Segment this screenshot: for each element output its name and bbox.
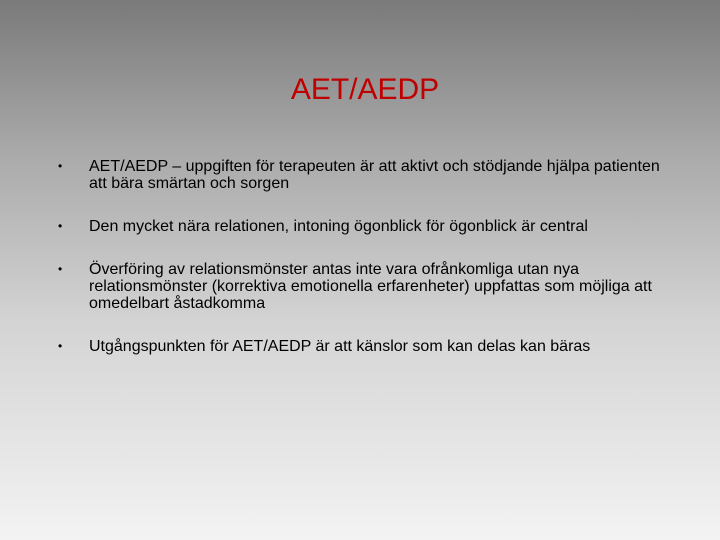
bullet-text: Överföring av relationsmönster antas inte vara ofrånkomliga utan nya relationsmönster (korrektiva emotionella erfarenheter) uppfattas som möjliga att omedelbart åstadkomma: [89, 261, 652, 312]
bullet-text: AET/AEDP – uppgiften för terapeuten är att aktivt och stödjande hjälpa patienten att bära smärtan och sorgen: [89, 158, 660, 192]
slide-title: AET/AEDP: [290, 73, 440, 106]
bullet-text: Den mycket nära relationen, intoning ögonblick för ögonblick är central: [89, 218, 588, 235]
bullet-item: [56, 158, 666, 192]
bullet-icon: •: [58, 159, 63, 173]
bullet-item: [56, 338, 666, 355]
bullet-item: [56, 218, 666, 235]
bullet-icon: •: [58, 262, 63, 276]
bullet-text: Utgångspunkten för AET/AEDP är att känslor som kan delas kan bäras: [89, 338, 591, 355]
bullet-item: [56, 261, 666, 312]
bullet-list: [56, 158, 666, 355]
bullet-icon: •: [58, 219, 63, 233]
bullet-icon: •: [58, 339, 63, 353]
